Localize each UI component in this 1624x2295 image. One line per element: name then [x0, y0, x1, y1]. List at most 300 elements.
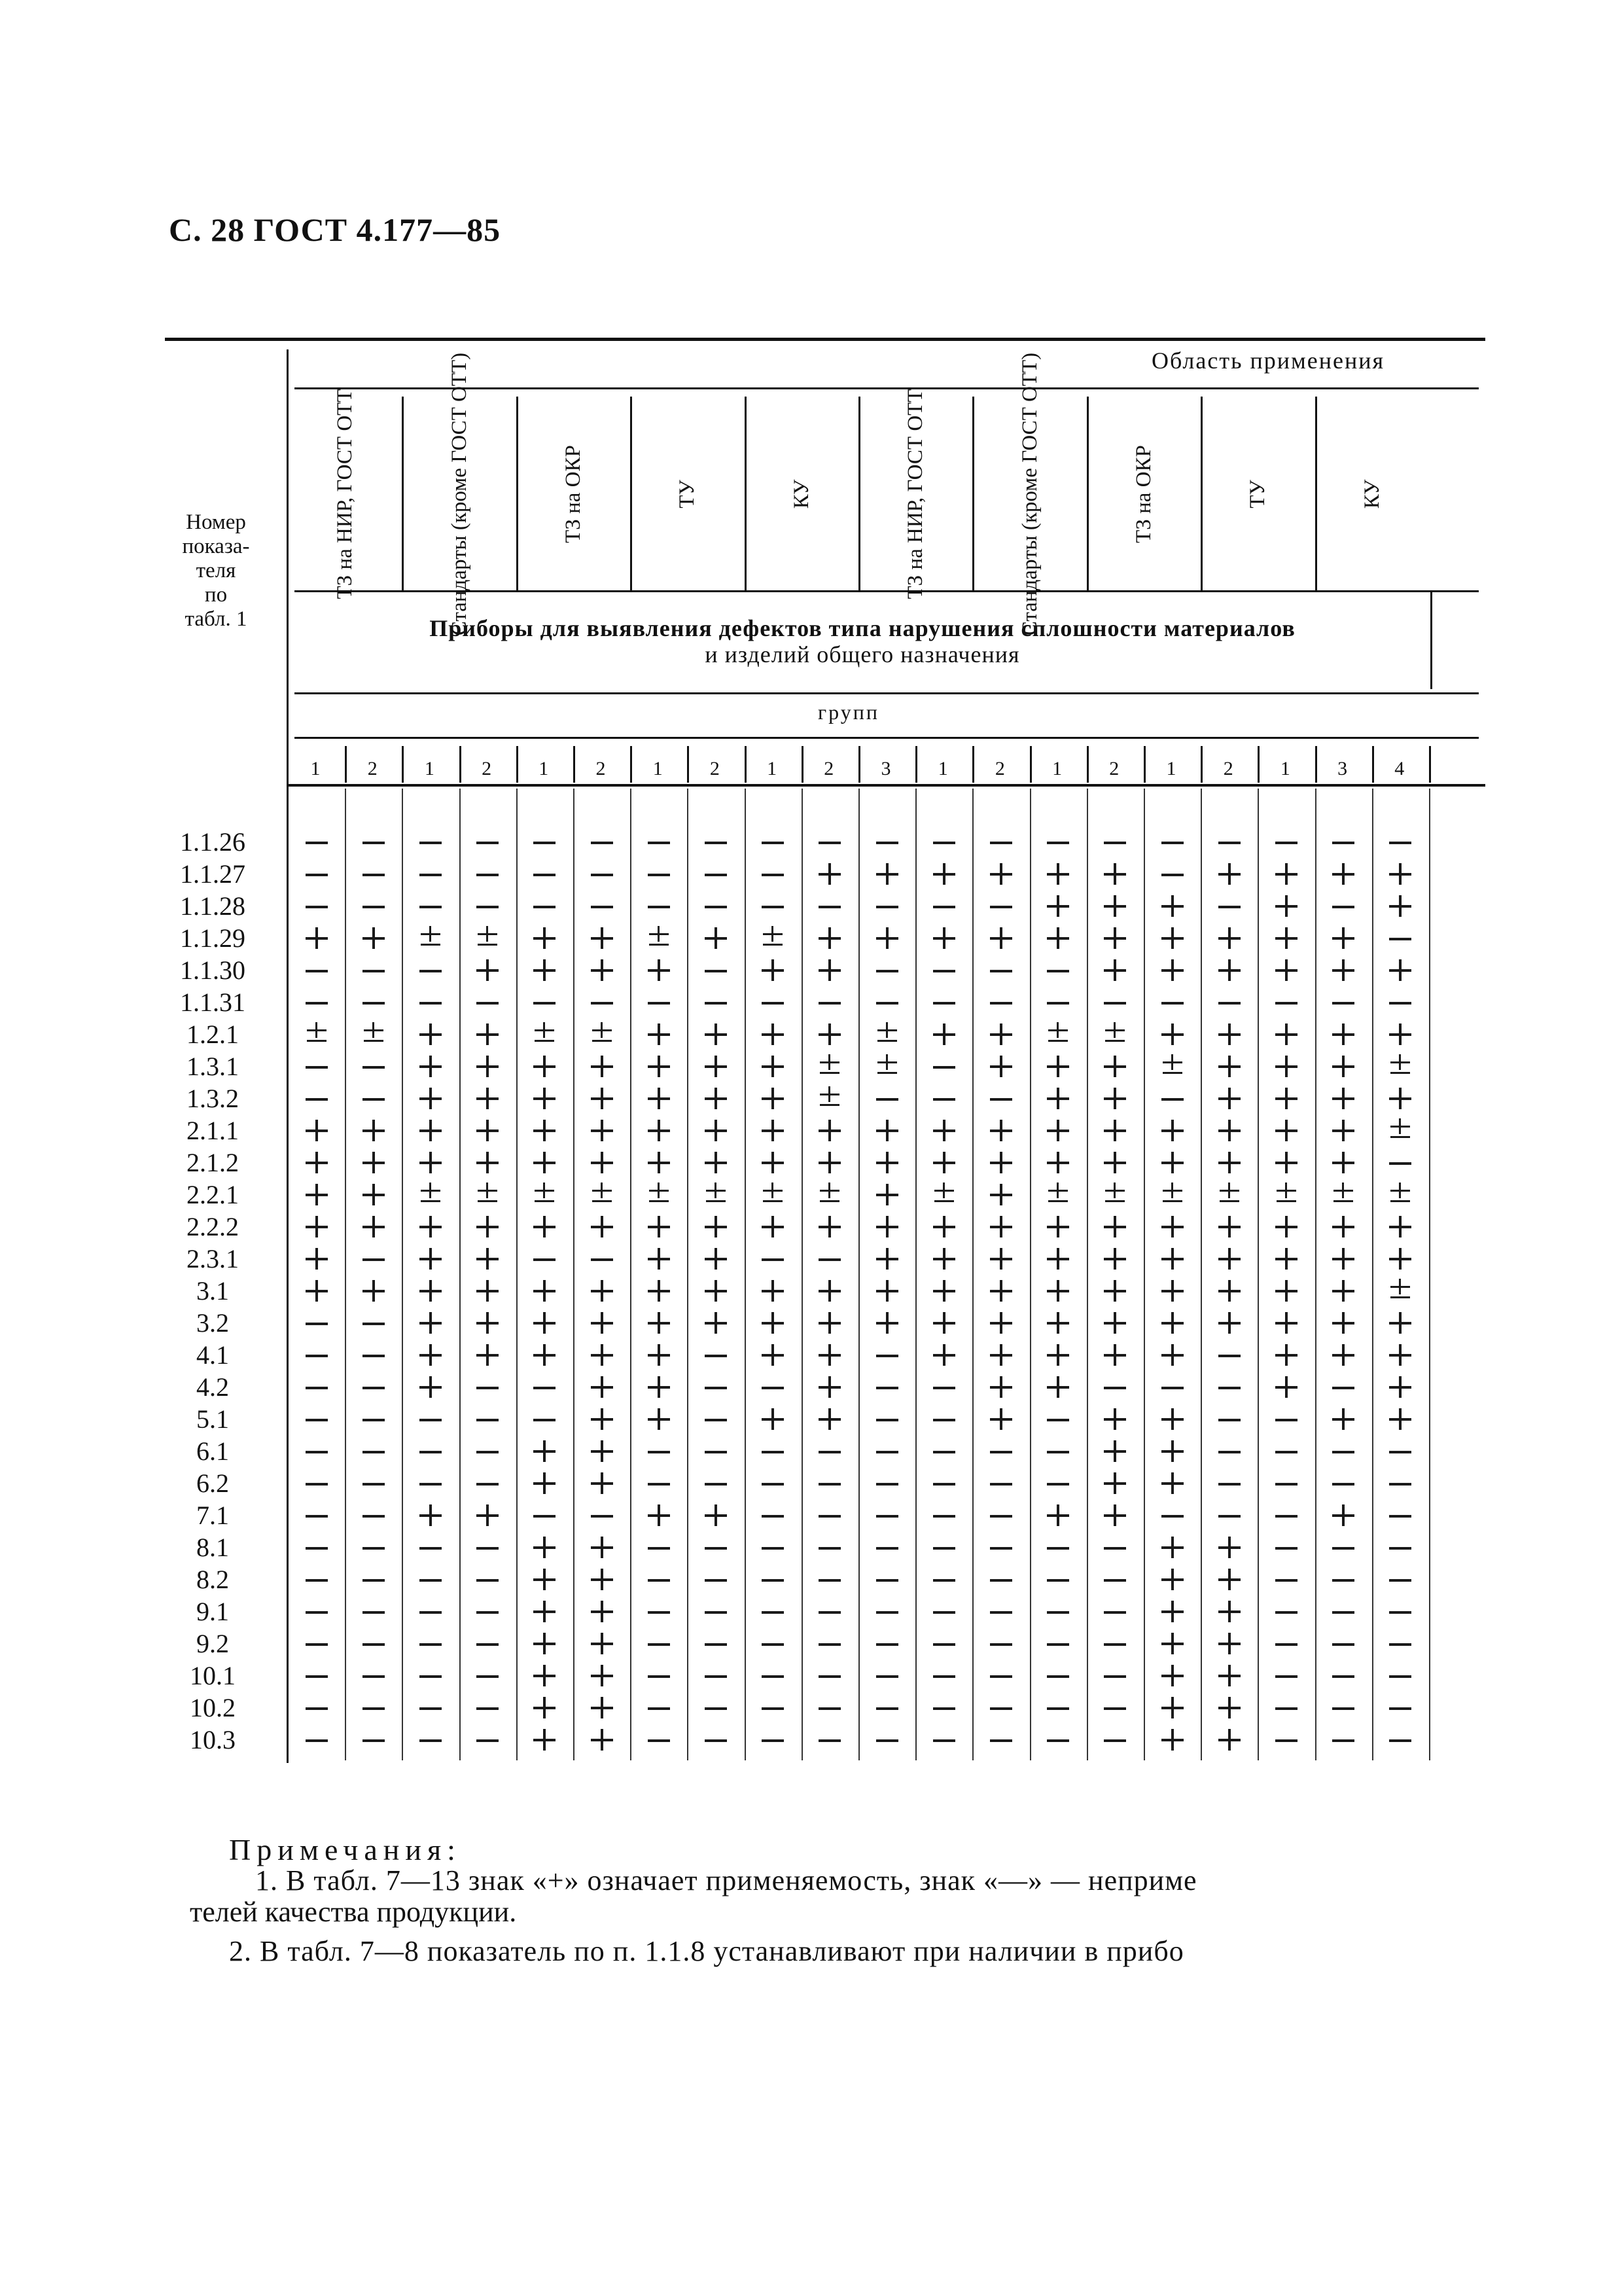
plus-minus-sign	[810, 1050, 849, 1082]
minus-sign	[1095, 986, 1135, 1018]
plus-sign	[696, 1050, 735, 1082]
plus-sign	[1210, 1082, 1249, 1114]
plus-sign	[297, 1211, 336, 1243]
plus-sign	[297, 1275, 336, 1307]
minus-sign	[411, 1724, 450, 1756]
plus-sign	[1095, 954, 1135, 986]
row-header-line: теля	[196, 559, 236, 582]
plus-sign	[1153, 1628, 1192, 1660]
plus-sign	[1153, 1660, 1192, 1692]
plus-sign	[1153, 1339, 1192, 1371]
plus-sign	[1038, 1147, 1078, 1179]
minus-sign	[925, 1692, 964, 1724]
row-number: 9.2	[196, 1629, 229, 1658]
group-number: 3	[881, 758, 891, 779]
plus-sign	[1381, 1018, 1420, 1050]
plus-minus-sign	[411, 922, 450, 954]
minus-sign	[354, 1499, 393, 1531]
plus-sign	[925, 1307, 964, 1339]
body-column-rule	[345, 789, 346, 1760]
plus-sign	[810, 1371, 849, 1403]
minus-sign	[354, 1403, 393, 1435]
minus-sign	[925, 1628, 964, 1660]
plus-sign	[525, 1050, 564, 1082]
minus-sign	[297, 1692, 336, 1724]
plus-sign	[1381, 1307, 1420, 1339]
minus-sign	[753, 1467, 792, 1499]
body-column-rule	[516, 789, 518, 1760]
minus-sign	[1038, 1660, 1078, 1692]
row-number: 2.2.2	[186, 1212, 239, 1241]
minus-sign	[1153, 1499, 1192, 1531]
minus-sign	[1381, 1531, 1420, 1563]
plus-sign	[925, 1211, 964, 1243]
plus-sign	[525, 1275, 564, 1307]
plus-sign	[810, 1018, 849, 1050]
column-header-label: ТЗ на ОКР	[1132, 445, 1156, 543]
plus-sign	[868, 858, 907, 890]
plus-sign	[1095, 858, 1135, 890]
minus-sign	[981, 1499, 1021, 1531]
column-header	[888, 389, 943, 599]
minus-sign	[1324, 1435, 1363, 1467]
plus-sign	[582, 922, 622, 954]
plus-sign	[582, 1050, 622, 1082]
minus-sign	[696, 1531, 735, 1563]
column-header	[1116, 399, 1171, 589]
plus-sign	[582, 1371, 622, 1403]
plus-sign	[297, 1147, 336, 1179]
minus-sign	[753, 1435, 792, 1467]
plus-sign	[1153, 1724, 1192, 1756]
row-number: 1.3.2	[186, 1084, 239, 1113]
plus-sign	[468, 1018, 507, 1050]
minus-sign	[810, 1724, 849, 1756]
group-number: 1	[538, 758, 549, 779]
minus-sign	[411, 858, 450, 890]
plus-sign	[1210, 1724, 1249, 1756]
minus-sign	[354, 1082, 393, 1114]
plus-sign	[1095, 1211, 1135, 1243]
row-header	[157, 510, 275, 632]
body-column-rule	[573, 789, 574, 1760]
minus-sign	[1210, 986, 1249, 1018]
minus-sign	[981, 1595, 1021, 1628]
plus-sign	[639, 1371, 679, 1403]
groups-title: групп	[818, 700, 879, 724]
body-column-rule	[630, 789, 631, 1760]
plus-sign	[1210, 1595, 1249, 1628]
minus-sign	[981, 1628, 1021, 1660]
minus-sign	[1324, 1371, 1363, 1403]
minus-sign	[981, 890, 1021, 922]
plus-minus-sign	[1210, 1179, 1249, 1211]
plus-sign	[1210, 954, 1249, 986]
minus-sign	[925, 1531, 964, 1563]
minus-sign	[753, 1563, 792, 1595]
column-header-label: ТЗ на НИР, ГОСТ ОТТ	[904, 389, 928, 599]
minus-sign	[925, 954, 964, 986]
plus-minus-sign	[868, 1018, 907, 1050]
minus-sign	[297, 1050, 336, 1082]
plus-sign	[1095, 922, 1135, 954]
minus-sign	[525, 1499, 564, 1531]
plus-sign	[468, 1339, 507, 1371]
minus-sign	[1038, 1467, 1078, 1499]
minus-sign	[925, 826, 964, 858]
plus-sign	[354, 922, 393, 954]
plus-sign	[1153, 954, 1192, 986]
minus-sign	[411, 1692, 450, 1724]
row-number: 10.1	[190, 1661, 236, 1690]
note-line: 2. В табл. 7—8 показатель по п. 1.1.8 устанавливают при наличии в прибо	[229, 1935, 1184, 1967]
plus-sign	[753, 1403, 792, 1435]
minus-sign	[1210, 1403, 1249, 1435]
plus-sign	[696, 1211, 735, 1243]
minus-sign	[354, 1692, 393, 1724]
plus-sign	[582, 1403, 622, 1435]
minus-sign	[411, 890, 450, 922]
plus-sign	[411, 1339, 450, 1371]
plus-sign	[981, 1147, 1021, 1179]
body-column-rule	[1429, 789, 1430, 1760]
plus-sign	[753, 1114, 792, 1147]
plus-sign	[411, 1018, 450, 1050]
plus-sign	[981, 1050, 1021, 1082]
plus-sign	[696, 1275, 735, 1307]
minus-sign	[354, 1563, 393, 1595]
minus-sign	[753, 1692, 792, 1724]
plus-sign	[1153, 1307, 1192, 1339]
plus-sign	[639, 1082, 679, 1114]
plus-sign	[696, 1499, 735, 1531]
plus-sign	[468, 1211, 507, 1243]
plus-sign	[868, 1114, 907, 1147]
minus-sign	[1038, 1692, 1078, 1724]
minus-sign	[639, 1692, 679, 1724]
minus-sign	[1324, 986, 1363, 1018]
minus-sign	[468, 1563, 507, 1595]
plus-sign	[753, 1018, 792, 1050]
minus-sign	[1038, 986, 1078, 1018]
minus-sign	[925, 1050, 964, 1082]
minus-sign	[810, 1595, 849, 1628]
minus-sign	[582, 1499, 622, 1531]
plus-sign	[1324, 954, 1363, 986]
minus-sign	[297, 1499, 336, 1531]
plus-sign	[411, 1307, 450, 1339]
minus-sign	[1267, 1628, 1306, 1660]
body-column-rule	[802, 789, 803, 1760]
minus-sign	[753, 1595, 792, 1628]
group-number: 2	[595, 758, 606, 779]
minus-sign	[297, 1467, 336, 1499]
plus-sign	[1210, 858, 1249, 890]
plus-minus-sign	[582, 1018, 622, 1050]
minus-sign	[639, 826, 679, 858]
plus-sign	[354, 1211, 393, 1243]
plus-sign	[1324, 1082, 1363, 1114]
plus-sign	[696, 1114, 735, 1147]
plus-sign	[810, 858, 849, 890]
plus-sign	[868, 1211, 907, 1243]
note-line: 1. В табл. 7—13 знак «+» означает применяемость, знак «—» — неприме	[255, 1864, 1197, 1896]
minus-sign	[981, 1467, 1021, 1499]
minus-sign	[981, 986, 1021, 1018]
plus-sign	[582, 1724, 622, 1756]
minus-sign	[1381, 922, 1420, 954]
minus-sign	[297, 1403, 336, 1435]
columns-bottom-rule	[294, 590, 1479, 592]
plus-sign	[297, 1179, 336, 1211]
plus-sign	[1038, 1339, 1078, 1371]
column-header-label: КУ	[789, 479, 813, 509]
minus-sign	[981, 1082, 1021, 1114]
plus-sign	[868, 1147, 907, 1179]
plus-sign	[753, 954, 792, 986]
minus-sign	[1267, 1563, 1306, 1595]
plus-sign	[1210, 1307, 1249, 1339]
minus-sign	[639, 1724, 679, 1756]
minus-sign	[525, 858, 564, 890]
plus-minus-sign	[1153, 1050, 1192, 1082]
plus-minus-sign	[582, 1179, 622, 1211]
minus-sign	[753, 1628, 792, 1660]
minus-sign	[696, 1692, 735, 1724]
plus-sign	[981, 858, 1021, 890]
group-number: 2	[1223, 758, 1233, 779]
plus-sign	[1038, 1211, 1078, 1243]
minus-sign	[411, 1563, 450, 1595]
plus-sign	[468, 1050, 507, 1082]
plus-sign	[925, 1018, 964, 1050]
minus-sign	[696, 1724, 735, 1756]
plus-sign	[525, 1307, 564, 1339]
column-header	[660, 399, 715, 589]
minus-sign	[639, 1467, 679, 1499]
column-divider	[858, 397, 860, 590]
plus-sign	[1381, 1339, 1420, 1371]
column-header	[1002, 352, 1057, 636]
minus-sign	[1038, 1595, 1078, 1628]
minus-sign	[868, 1403, 907, 1435]
minus-sign	[354, 826, 393, 858]
plus-sign	[1153, 1018, 1192, 1050]
plus-sign	[525, 1147, 564, 1179]
minus-sign	[354, 858, 393, 890]
minus-sign	[696, 1435, 735, 1467]
plus-sign	[1095, 1243, 1135, 1275]
minus-sign	[1381, 1147, 1420, 1179]
minus-sign	[1153, 826, 1192, 858]
plus-sign	[925, 1114, 964, 1147]
body-column-rule	[459, 789, 461, 1760]
plus-sign	[525, 1339, 564, 1371]
minus-sign	[810, 826, 849, 858]
minus-sign	[297, 954, 336, 986]
plus-sign	[1210, 1692, 1249, 1724]
plus-sign	[639, 1211, 679, 1243]
plus-sign	[1381, 954, 1420, 986]
plus-sign	[1210, 1531, 1249, 1563]
minus-sign	[297, 1595, 336, 1628]
minus-sign	[468, 826, 507, 858]
plus-minus-sign	[525, 1018, 564, 1050]
plus-sign	[1324, 1275, 1363, 1307]
column-header-label: Стандарты (кроме ГОСТ ОТТ)	[1017, 352, 1042, 636]
minus-sign	[981, 1563, 1021, 1595]
minus-sign	[1153, 986, 1192, 1018]
minus-sign	[639, 858, 679, 890]
minus-sign	[810, 1467, 849, 1499]
plus-sign	[981, 1371, 1021, 1403]
minus-sign	[868, 1692, 907, 1724]
group-number: 1	[938, 758, 948, 779]
minus-sign	[411, 1595, 450, 1628]
plus-sign	[411, 1499, 450, 1531]
plus-sign	[411, 1147, 450, 1179]
plus-sign	[981, 1211, 1021, 1243]
plus-sign	[868, 1179, 907, 1211]
minus-sign	[925, 1724, 964, 1756]
minus-sign	[981, 1531, 1021, 1563]
plus-sign	[1095, 1050, 1135, 1082]
column-divider	[745, 397, 747, 590]
minus-sign	[1095, 1531, 1135, 1563]
minus-sign	[639, 890, 679, 922]
group-number: 2	[995, 758, 1005, 779]
plus-sign	[1267, 1018, 1306, 1050]
minus-sign	[297, 1307, 336, 1339]
plus-sign	[810, 922, 849, 954]
plus-minus-sign	[354, 1018, 393, 1050]
column-divider	[1201, 397, 1203, 590]
plus-sign	[525, 1692, 564, 1724]
body-column-rule	[687, 789, 688, 1760]
row-number: 6.1	[196, 1436, 229, 1466]
minus-sign	[1210, 1499, 1249, 1531]
minus-sign	[1210, 1339, 1249, 1371]
minus-sign	[1324, 1595, 1363, 1628]
minus-sign	[468, 1692, 507, 1724]
body-column-rule	[1372, 789, 1373, 1760]
minus-sign	[1038, 1435, 1078, 1467]
plus-sign	[639, 1499, 679, 1531]
minus-sign	[525, 1243, 564, 1275]
row-number: 1.3.1	[186, 1052, 239, 1081]
plus-sign	[1324, 1114, 1363, 1147]
minus-sign	[1210, 826, 1249, 858]
plus-sign	[981, 1243, 1021, 1275]
minus-sign	[868, 1724, 907, 1756]
plus-sign	[925, 1147, 964, 1179]
plus-sign	[1267, 922, 1306, 954]
plus-sign	[868, 1243, 907, 1275]
minus-sign	[1267, 1435, 1306, 1467]
plus-sign	[1038, 858, 1078, 890]
column-header-label: КУ	[1360, 479, 1384, 509]
plus-sign	[753, 1211, 792, 1243]
minus-sign	[1381, 1595, 1420, 1628]
plus-sign	[1210, 1018, 1249, 1050]
plus-sign	[411, 1275, 450, 1307]
plus-sign	[1153, 1531, 1192, 1563]
minus-sign	[1095, 1371, 1135, 1403]
minus-sign	[868, 1339, 907, 1371]
plus-minus-sign	[1381, 1275, 1420, 1307]
minus-sign	[582, 1243, 622, 1275]
plus-minus-sign	[1267, 1179, 1306, 1211]
plus-sign	[468, 1082, 507, 1114]
minus-sign	[639, 1628, 679, 1660]
plus-minus-sign	[868, 1050, 907, 1082]
plus-sign	[1038, 1307, 1078, 1339]
plus-sign	[981, 1114, 1021, 1147]
plus-sign	[525, 1114, 564, 1147]
plus-sign	[696, 1082, 735, 1114]
minus-sign	[468, 1371, 507, 1403]
plus-sign	[354, 1114, 393, 1147]
group-number: 1	[1280, 758, 1290, 779]
plus-sign	[582, 1114, 622, 1147]
plus-sign	[582, 1339, 622, 1371]
plus-sign	[1210, 1628, 1249, 1660]
row-number: 3.2	[196, 1308, 229, 1338]
minus-sign	[1267, 1403, 1306, 1435]
minus-sign	[411, 826, 450, 858]
plus-sign	[582, 1082, 622, 1114]
minus-sign	[1153, 1082, 1192, 1114]
devices-line: и изделий общего назначения	[705, 641, 1020, 667]
notes-title: Примечания:	[229, 1833, 461, 1866]
plus-sign	[925, 1339, 964, 1371]
minus-sign	[639, 1563, 679, 1595]
body-column-rule	[972, 789, 974, 1760]
minus-sign	[753, 1371, 792, 1403]
minus-sign	[468, 986, 507, 1018]
minus-sign	[1324, 1467, 1363, 1499]
minus-sign	[297, 826, 336, 858]
plus-minus-sign	[1381, 1114, 1420, 1147]
minus-sign	[868, 1499, 907, 1531]
minus-sign	[582, 986, 622, 1018]
column-header-label: Стандарты (кроме ГОСТ ОТТ)	[447, 352, 471, 636]
plus-sign	[1381, 1082, 1420, 1114]
plus-sign	[1324, 1307, 1363, 1339]
plus-sign	[1153, 1435, 1192, 1467]
plus-sign	[1038, 1275, 1078, 1307]
plus-sign	[1095, 1082, 1135, 1114]
minus-sign	[354, 1724, 393, 1756]
plus-sign	[354, 1179, 393, 1211]
plus-sign	[1267, 1243, 1306, 1275]
group-divider	[1429, 746, 1431, 783]
minus-sign	[297, 1339, 336, 1371]
plus-sign	[525, 1660, 564, 1692]
minus-sign	[1381, 1692, 1420, 1724]
plus-sign	[1153, 1403, 1192, 1435]
plus-sign	[468, 1499, 507, 1531]
column-header	[1345, 399, 1400, 589]
minus-sign	[354, 1660, 393, 1692]
minus-sign	[1267, 1531, 1306, 1563]
plus-sign	[411, 1082, 450, 1114]
plus-sign	[525, 1435, 564, 1467]
minus-sign	[1381, 1435, 1420, 1467]
plus-sign	[468, 1147, 507, 1179]
minus-sign	[1267, 1499, 1306, 1531]
plus-sign	[981, 1275, 1021, 1307]
